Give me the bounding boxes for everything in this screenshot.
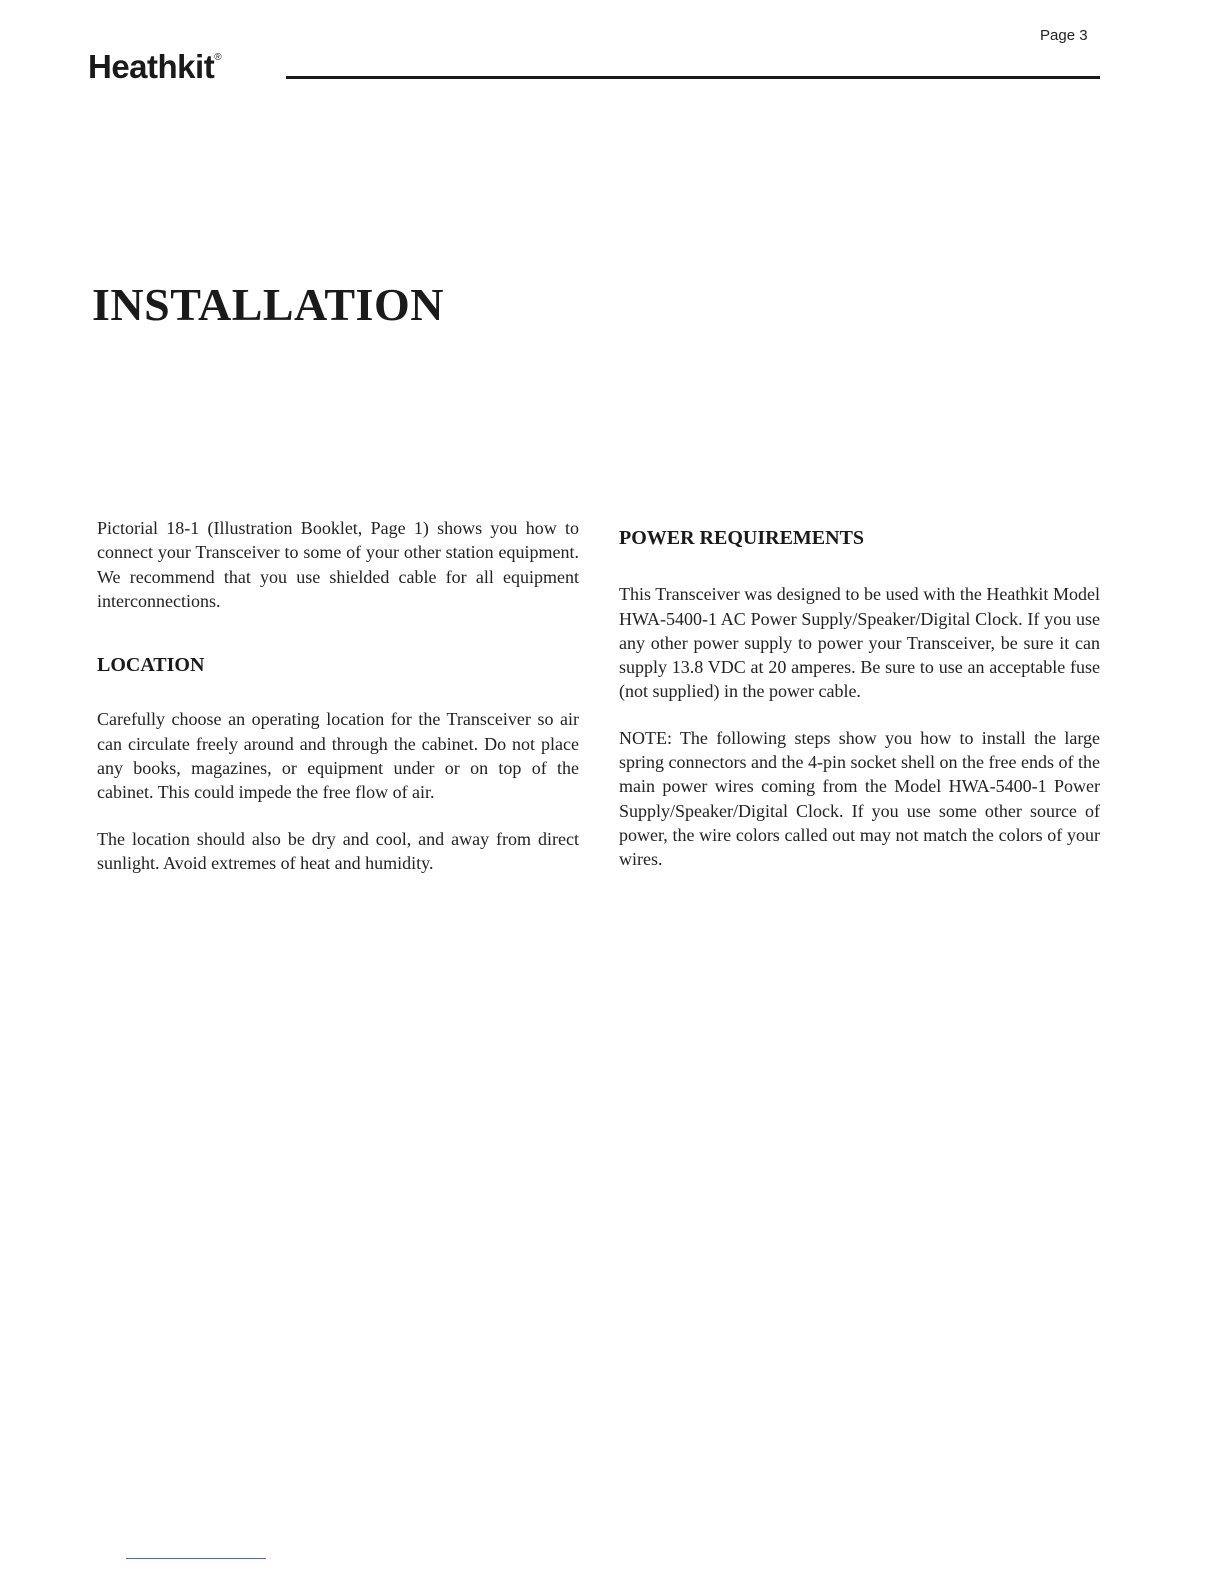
location-paragraph-1: Carefully choose an operating location for the Transceiver so air can circulate freely around and through the cabinet. Do not place any books, magazines, or equipment under or on top of the cabinet. This could impede the free flow of air. — [97, 709, 579, 803]
section-title: INSTALLATION — [92, 279, 444, 330]
brand-name: Heathkit — [88, 48, 215, 85]
power-requirements-paragraph: This Transceiver was designed to be used with the Heathkit Model HWA-5400-1 AC Power Supply/Speaker/Digital Clock. If you use any other power supply to power your Transceiver, be sure it can supply 13.8 VDC at 20 amperes. Be sure to use an acceptable fuse (not supplied) in the power cable. — [619, 584, 1100, 702]
right-column — [619, 526, 1100, 894]
left-column — [97, 516, 579, 897]
location-paragraph-2: The location should also be dry and cool, and away from direct sunlight. Avoid extremes of heat and humidity. — [97, 828, 579, 873]
power-requirements-heading: POWER REQUIREMENTS — [619, 527, 865, 549]
intro-paragraph: Pictorial 18-1 (Illustration Booklet, Page 1) shows you how to connect your Transceiver to some of your other station equipment. We recommend that you use shielded cable for all equipment interconnections. — [97, 518, 579, 611]
brand-logo — [88, 48, 221, 86]
note-paragraph: NOTE: The following steps show you how to install the large spring connectors and the 4-pin socket shell on the free ends of the main power wires coming from the Model HWA-5400-1 Power Supply/Speaker/Digital Clock. If you use some other source of power, the wire colors called out may not match the colors of your wires. — [619, 727, 1100, 870]
header-rule — [286, 76, 1100, 79]
page-number: Page 3 — [1040, 27, 1088, 44]
location-heading: LOCATION — [97, 654, 205, 677]
footer-rule — [126, 1558, 266, 1559]
registered-mark: ® — [214, 52, 222, 63]
